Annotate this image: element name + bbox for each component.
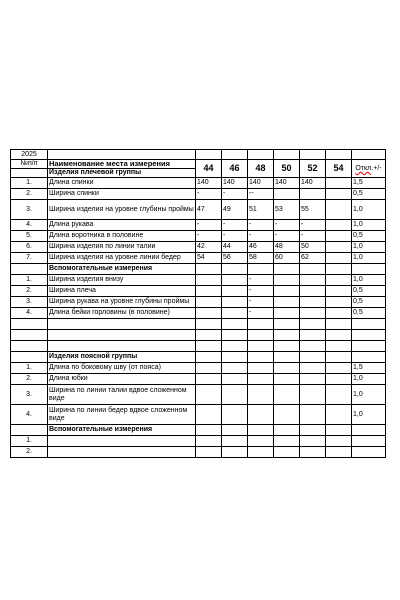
- table-row: [11, 286, 386, 297]
- size-value: 51: [248, 200, 274, 220]
- measurement-name: Длина спинки: [48, 178, 196, 189]
- tolerance-value: 0,5: [352, 231, 386, 242]
- size-value: [222, 341, 248, 352]
- table-row: [11, 253, 386, 264]
- section-blank-cell: [196, 352, 222, 363]
- size-value: [274, 341, 300, 352]
- size-value: [274, 363, 300, 374]
- size-value: -: [248, 275, 274, 286]
- size-value: [222, 385, 248, 405]
- size-value: [196, 341, 222, 352]
- section-blank-cell: [196, 264, 222, 275]
- size-value: [300, 275, 326, 286]
- size-value: 58: [248, 253, 274, 264]
- size-value: [248, 447, 274, 458]
- size-value: [274, 330, 300, 341]
- size-value: [248, 363, 274, 374]
- size-value: [300, 436, 326, 447]
- row-number: 1.: [11, 436, 48, 447]
- size-value: [248, 374, 274, 385]
- size-value: [326, 286, 352, 297]
- section-blank-cell: [300, 264, 326, 275]
- row-number: 3.: [11, 297, 48, 308]
- row-number: 2.: [11, 189, 48, 200]
- size-value: 140: [222, 178, 248, 189]
- size-value: [326, 275, 352, 286]
- size-value: [300, 341, 326, 352]
- size-value: [326, 447, 352, 458]
- section-num-cell: [11, 352, 48, 363]
- size-value: [300, 363, 326, 374]
- size-value: [274, 297, 300, 308]
- tolerance-value: 0,5: [352, 308, 386, 319]
- size-header: 52: [300, 160, 326, 178]
- tolerance-value: 0,5: [352, 189, 386, 200]
- row-number: 1.: [11, 363, 48, 374]
- section-blank-cell: [222, 425, 248, 436]
- tolerance-value: 1,0: [352, 220, 386, 231]
- table-row: [11, 385, 386, 405]
- size-value: [300, 308, 326, 319]
- size-value: [222, 319, 248, 330]
- size-value: 54: [196, 253, 222, 264]
- size-value: 55: [300, 200, 326, 220]
- size-header: 50: [274, 160, 300, 178]
- size-value: [196, 447, 222, 458]
- section-blank-cell: [300, 425, 326, 436]
- size-value: 56: [222, 253, 248, 264]
- size-header: 46: [222, 160, 248, 178]
- size-value: [222, 275, 248, 286]
- section-blank-cell: [352, 264, 386, 275]
- size-value: [326, 330, 352, 341]
- section-blank-cell: [248, 264, 274, 275]
- size-value: [196, 286, 222, 297]
- table-row: [11, 319, 386, 330]
- section-row: [11, 264, 386, 275]
- size-value: [196, 374, 222, 385]
- section-num-cell: [11, 264, 48, 275]
- header-row-year: [11, 150, 386, 160]
- table-row: [11, 220, 386, 231]
- row-number: 3.: [11, 200, 48, 220]
- size-value: [248, 341, 274, 352]
- section-blank-cell: [274, 425, 300, 436]
- size-value: [222, 436, 248, 447]
- size-value: 140: [248, 178, 274, 189]
- size-value: [196, 330, 222, 341]
- tolerance-value: 0,5: [352, 286, 386, 297]
- table-row: [11, 189, 386, 200]
- row-number: 5.: [11, 231, 48, 242]
- table-row: [11, 405, 386, 425]
- year-cell: 2025: [11, 150, 48, 160]
- size-value: [248, 385, 274, 405]
- size-value: [248, 436, 274, 447]
- size-value: 60: [274, 253, 300, 264]
- size-value: -: [222, 231, 248, 242]
- section-blank-cell: [326, 264, 352, 275]
- size-value: -: [196, 220, 222, 231]
- tolerance-value: [352, 447, 386, 458]
- size-value: -: [300, 220, 326, 231]
- size-value: [300, 330, 326, 341]
- num-header: №п/п: [11, 160, 48, 169]
- size-value: [300, 447, 326, 458]
- section-blank-cell: [248, 352, 274, 363]
- tolerance-value: 1,0: [352, 385, 386, 405]
- section-blank-cell: [248, 425, 274, 436]
- table-row: [11, 178, 386, 189]
- size-value: [326, 253, 352, 264]
- tolerance-value: 1,5: [352, 178, 386, 189]
- row-number: 4.: [11, 308, 48, 319]
- row-number: 1.: [11, 178, 48, 189]
- table-row: [11, 242, 386, 253]
- size-value: [300, 286, 326, 297]
- size-value: [300, 297, 326, 308]
- row-number: 6.: [11, 242, 48, 253]
- row-number: 2.: [11, 447, 48, 458]
- size-value: 46: [248, 242, 274, 253]
- section-blank-cell: [326, 425, 352, 436]
- measurement-table: [10, 149, 386, 458]
- size-value: [326, 231, 352, 242]
- measurement-name: Ширина изделия по линии талии: [48, 242, 196, 253]
- size-value: [222, 405, 248, 425]
- section-blank-cell: [300, 352, 326, 363]
- size-value: [326, 436, 352, 447]
- blank-header-cell: [196, 150, 222, 160]
- size-value: [274, 308, 300, 319]
- size-value: [196, 385, 222, 405]
- tolerance-value: 1,0: [352, 200, 386, 220]
- size-value: 62: [300, 253, 326, 264]
- tolerance-value: [352, 330, 386, 341]
- table-row: [11, 308, 386, 319]
- measurement-name: Ширина изделия на уровне глубины проймы: [48, 200, 196, 220]
- size-value: [326, 220, 352, 231]
- tolerance-suffix: .+/-: [371, 164, 382, 172]
- size-value: [196, 319, 222, 330]
- size-header: 48: [248, 160, 274, 178]
- size-value: 140: [196, 178, 222, 189]
- blank-header-cell: [274, 150, 300, 160]
- size-value: [222, 447, 248, 458]
- measurement-name: Ширина изделия внизу: [48, 275, 196, 286]
- size-value: [222, 330, 248, 341]
- size-header: 54: [326, 160, 352, 178]
- header-row-main: [11, 160, 386, 169]
- size-value: [326, 385, 352, 405]
- measurement-name: [48, 341, 196, 352]
- size-value: [222, 297, 248, 308]
- size-value: --: [248, 189, 274, 200]
- tolerance-header: [352, 160, 386, 178]
- size-value: [274, 447, 300, 458]
- table-row: [11, 363, 386, 374]
- table-row: [11, 275, 386, 286]
- size-value: [274, 374, 300, 385]
- size-value: [196, 308, 222, 319]
- section-blank-cell: [222, 264, 248, 275]
- section-title: Изделия поясной группы: [48, 352, 196, 363]
- size-value: [300, 319, 326, 330]
- row-number: 2.: [11, 374, 48, 385]
- measurement-name: [48, 436, 196, 447]
- size-value: -: [248, 308, 274, 319]
- measurement-sheet: [10, 149, 386, 458]
- size-value: [300, 374, 326, 385]
- row-number: 4.: [11, 220, 48, 231]
- size-value: [248, 330, 274, 341]
- tolerance-value: 1,0: [352, 242, 386, 253]
- section-title: Вспомогательные измерения: [48, 264, 196, 275]
- size-value: [300, 189, 326, 200]
- size-value: -: [274, 220, 300, 231]
- section-blank-cell: [222, 352, 248, 363]
- table-row: [11, 447, 386, 458]
- section-blank-cell: [196, 425, 222, 436]
- blank-header-cell: [248, 150, 274, 160]
- section-num-cell: [11, 425, 48, 436]
- blank-header-cell: [326, 150, 352, 160]
- size-value: -: [222, 189, 248, 200]
- table-row: [11, 374, 386, 385]
- size-value: [326, 374, 352, 385]
- size-value: [326, 200, 352, 220]
- measurement-name: Ширина рукава на уровне глубины проймы: [48, 297, 196, 308]
- measurement-name: Ширина спинки: [48, 189, 196, 200]
- size-value: 140: [274, 178, 300, 189]
- size-value: 44: [222, 242, 248, 253]
- size-value: 140: [300, 178, 326, 189]
- tolerance-value: 1,0: [352, 374, 386, 385]
- size-value: [274, 189, 300, 200]
- size-value: [222, 374, 248, 385]
- tolerance-value: 0,5: [352, 297, 386, 308]
- size-value: -: [248, 220, 274, 231]
- tolerance-value: [352, 341, 386, 352]
- size-value: [274, 436, 300, 447]
- size-value: [196, 297, 222, 308]
- measurement-name: Ширина по линии талии вдвое сложенном виде: [48, 385, 196, 405]
- size-value: 50: [300, 242, 326, 253]
- row-number: 3.: [11, 385, 48, 405]
- size-value: 49: [222, 200, 248, 220]
- tolerance-value: 1,0: [352, 253, 386, 264]
- measurement-name: Ширина плеча: [48, 286, 196, 297]
- name-header: Наименование места измерения: [48, 160, 196, 169]
- row-number: 1.: [11, 275, 48, 286]
- measurement-name: Длина бейки горловины (в половине): [48, 308, 196, 319]
- measurement-name: [48, 447, 196, 458]
- measurement-name: Ширина изделия на уровне линии бедер: [48, 253, 196, 264]
- size-value: -: [274, 231, 300, 242]
- size-value: [196, 363, 222, 374]
- size-value: [274, 286, 300, 297]
- size-value: [326, 363, 352, 374]
- size-value: [274, 319, 300, 330]
- table-row: [11, 436, 386, 447]
- size-value: -: [196, 189, 222, 200]
- table-row: [11, 297, 386, 308]
- size-header: 44: [196, 160, 222, 178]
- blank-header-cell: [48, 150, 196, 160]
- measurement-name: Длина юбки: [48, 374, 196, 385]
- size-value: 48: [274, 242, 300, 253]
- tolerance-value: [352, 319, 386, 330]
- row-number: [11, 330, 48, 341]
- size-value: [248, 319, 274, 330]
- size-value: [222, 308, 248, 319]
- size-value: [326, 405, 352, 425]
- table-row: [11, 341, 386, 352]
- size-value: [326, 297, 352, 308]
- measurement-name: Длина по боковому шву (от пояса): [48, 363, 196, 374]
- size-value: [326, 341, 352, 352]
- size-value: [274, 405, 300, 425]
- size-value: -: [300, 231, 326, 242]
- size-value: [326, 189, 352, 200]
- blank-header-cell: [352, 150, 386, 160]
- size-value: -: [248, 286, 274, 297]
- blank-header-cell: [222, 150, 248, 160]
- row-number: [11, 341, 48, 352]
- section-blank-cell: [326, 352, 352, 363]
- size-value: [196, 275, 222, 286]
- section-blank-cell: [352, 352, 386, 363]
- size-value: [222, 286, 248, 297]
- size-value: -: [222, 220, 248, 231]
- size-value: [274, 275, 300, 286]
- size-value: [196, 405, 222, 425]
- blank-header-cell: [300, 150, 326, 160]
- section-blank-cell: [274, 352, 300, 363]
- row-number: 2.: [11, 286, 48, 297]
- measurement-name: Ширина по линии бедер вдвое сложенном виде: [48, 405, 196, 425]
- section-title: Изделия плечевой группы: [48, 169, 196, 178]
- size-value: [326, 178, 352, 189]
- row-number: 4.: [11, 405, 48, 425]
- section-num-cell: [11, 169, 48, 178]
- row-number: [11, 319, 48, 330]
- row-number: 7.: [11, 253, 48, 264]
- size-value: [326, 242, 352, 253]
- size-value: 53: [274, 200, 300, 220]
- size-value: -: [196, 231, 222, 242]
- measurement-name: Длина воротника в половине: [48, 231, 196, 242]
- size-value: [222, 363, 248, 374]
- size-value: 42: [196, 242, 222, 253]
- tolerance-abbr: Откл: [355, 164, 372, 172]
- section-blank-cell: [274, 264, 300, 275]
- size-value: [196, 436, 222, 447]
- size-value: [326, 319, 352, 330]
- tolerance-value: 1,5: [352, 363, 386, 374]
- size-value: [248, 405, 274, 425]
- measurement-name: [48, 319, 196, 330]
- size-value: [326, 308, 352, 319]
- tolerance-value: [352, 436, 386, 447]
- size-value: 47: [196, 200, 222, 220]
- table-row: [11, 231, 386, 242]
- size-value: -: [248, 231, 274, 242]
- table-row: [11, 330, 386, 341]
- size-value: -: [248, 297, 274, 308]
- size-value: [274, 385, 300, 405]
- size-value: [300, 385, 326, 405]
- section-title: Вспомогательные измерения: [48, 425, 196, 436]
- tolerance-value: 1,0: [352, 275, 386, 286]
- measurement-name: [48, 330, 196, 341]
- tolerance-value: 1,0: [352, 405, 386, 425]
- section-row: [11, 425, 386, 436]
- section-row: [11, 352, 386, 363]
- section-blank-cell: [352, 425, 386, 436]
- table-row: [11, 200, 386, 220]
- measurement-name: Длина рукава: [48, 220, 196, 231]
- size-value: [300, 405, 326, 425]
